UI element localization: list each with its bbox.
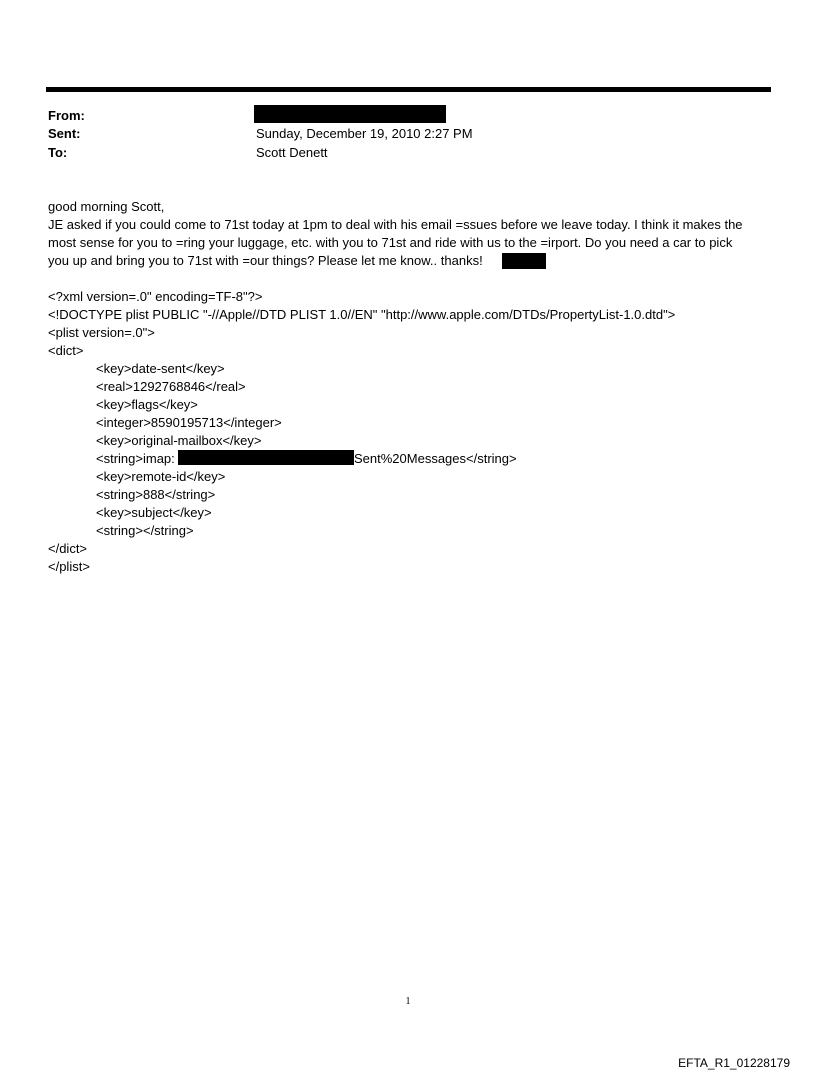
plist-line: <key>date-sent</key> bbox=[96, 361, 225, 376]
plist-line: Sent%20Messages</string> bbox=[354, 451, 517, 466]
plist-line: <string></string> bbox=[96, 523, 194, 538]
plist-line: <plist version=.0"> bbox=[48, 325, 155, 340]
plist-line: </dict> bbox=[48, 541, 88, 556]
plist-line: <!DOCTYPE plist PUBLIC "-//Apple//DTD PLIST 1.0//EN" "http://www.apple.com/DTDs/PropertyList-1.0.dtd"> bbox=[48, 307, 676, 322]
plist-line: <integer>8590195713</integer> bbox=[96, 415, 282, 430]
plist-line: <key>subject</key> bbox=[96, 505, 212, 520]
to-label: To: bbox=[48, 145, 68, 160]
from-label: From: bbox=[48, 108, 85, 123]
redaction-signature bbox=[502, 253, 546, 269]
plist-line: <?xml version=.0" encoding=TF-8"?> bbox=[48, 289, 263, 304]
redaction-from bbox=[254, 105, 446, 123]
plist-line: <key>flags</key> bbox=[96, 397, 198, 412]
plist-line: <dict> bbox=[48, 343, 84, 358]
plist-line: <real>1292768846</real> bbox=[96, 379, 246, 394]
page-number: 1 bbox=[405, 996, 411, 1007]
sent-label: Sent: bbox=[48, 126, 81, 141]
plist-line: <key>remote-id</key> bbox=[96, 469, 226, 484]
plist-line: <string>888</string> bbox=[96, 487, 216, 502]
message-line-3: you up and bring you to 71st with =our things? Please let me know.. thanks! bbox=[48, 253, 483, 268]
redaction-mailbox bbox=[178, 450, 354, 465]
plist-line: <string>imap: bbox=[96, 451, 175, 466]
message-line-2: most sense for you to =ring your luggage, etc. with you to 71st and ride with us to the =irport. Do you need a car to pick bbox=[48, 235, 733, 250]
header-rule bbox=[46, 87, 771, 92]
plist-line: <key>original-mailbox</key> bbox=[96, 433, 262, 448]
plist-line: </plist> bbox=[48, 559, 90, 574]
greeting: good morning Scott, bbox=[48, 199, 165, 214]
to-value: Scott Denett bbox=[256, 145, 328, 160]
sent-value: Sunday, December 19, 2010 2:27 PM bbox=[256, 126, 473, 141]
message-line-1: JE asked if you could come to 71st today at 1pm to deal with his email =ssues before we leave today. I think it makes the bbox=[48, 217, 743, 232]
bates-number: EFTA_R1_01228179 bbox=[678, 1056, 790, 1070]
